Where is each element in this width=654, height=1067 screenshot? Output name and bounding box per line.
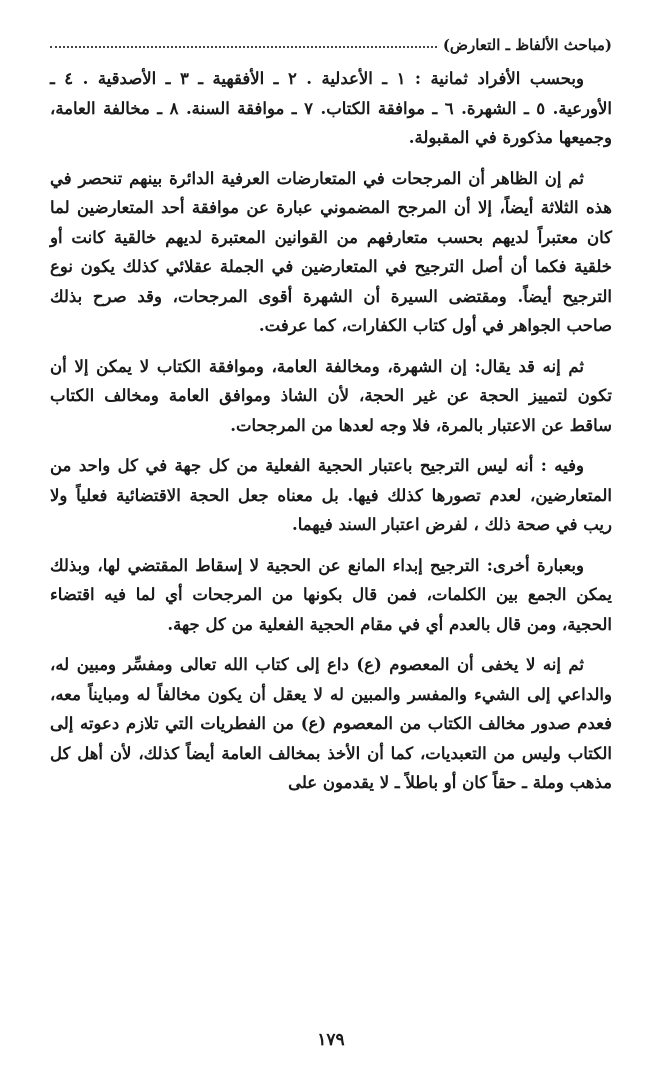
paragraph-response: وفيه : أنه ليس الترجيح باعتبار الحجية الفعلية من كل جهة في كل واحد من المتعارضين، لعدم تصورها كذلك فيها. بل معناه جعل الحجة الاقتضائية فعلياً ولا ريب في صحة ذلك ، لفرض اعتبار السند فيهما. [50, 456, 612, 534]
paragraph-infallible-caller: ثم إنه لا يخفى أن المعصوم (ع) داع إلى كتاب الله تعالى ومفسِّر ومبين له، والداعي إلى الشيء والمفسر والمبين له لا يعقل أن يكون مخالفاً له ومبايناً معه، فعدم صدور مخالف الكتاب من المعصوم (ع) من الفطريات التي تلازم دعوته إلى الكتاب وليس من التعبديات، كما أن الأخذ بمخالف العامة أيضاً كذلك، لأن أهل كل مذهب وملة ـ حقاً كان أو باطلاً ـ لا يقدمون على [50, 655, 612, 792]
running-title: (مباحث الألفاظ ـ التعارض) [442, 36, 612, 54]
paragraph-reliability-criteria: وبحسب الأفراد ثمانية : ١ ـ الأعدلية . ٢ ـ الأفقهية ـ ٣ ـ الأصدقية . ٤ ـ الأورعية. ٥ ـ الشهرة. ٦ ـ موافقة الكتاب. ٧ ـ موافقة السنة. ٨ ـ مخالفة العامة، وجميعها مذكورة في المقبولة. [50, 69, 612, 147]
paragraph-objection: ثم إنه قد يقال: إن الشهرة، ومخالفة العامة، وموافقة الكتاب لا يمكن إلا أن تكون لتمييز الحجة عن غير الحجة، لأن الشاذ وموافق العامة ومخالف الكتاب ساقط عن الاعتبار بالمرة، فلا وجه لعدها من المرجحات. [50, 356, 612, 435]
paragraph-alternative-wording: وبعبارة أخرى: الترجيح إبداء المانع عن الحجية لا إسقاط المقتضي لها، وبذلك يمكن الجمع بين الكلمات، فمن قال بكونها من المرجحات أي لما فيه اقتضاء الحجية، ومن قال بالعدم أي في مقام الحجية الفعلية من كل جهة. [50, 555, 612, 634]
running-header [50, 30, 612, 54]
document-page [50, 30, 612, 1050]
paragraph-customary-preferences: ثم إن الظاهر أن المرجحات في المتعارضات العرفية الدائرة بينهم تنحصر في هذه الثلاثة أيضاً، إلا أن المرجح المضموني عبارة عن موافقة أحد المتعارضين لما كان معتبراً لديهم بحسب متعارفهم من القوانين المعتبرة لديهم خالقية كانت أو خلقية فكما أن أصل الترجيح في المتعارضين في الجملة عقلائي كذلك يكون نوع الترجيح أيضاً. ومقتضى السيرة أن الشهرة أقوى المرجحات، وقد صرح بذلك صاحب الجواهر في أول كتاب الكفارات، كما عرفت. [50, 168, 612, 335]
page-number: ١٧٩ [317, 1030, 345, 1050]
header-dotted-leader [50, 46, 437, 48]
